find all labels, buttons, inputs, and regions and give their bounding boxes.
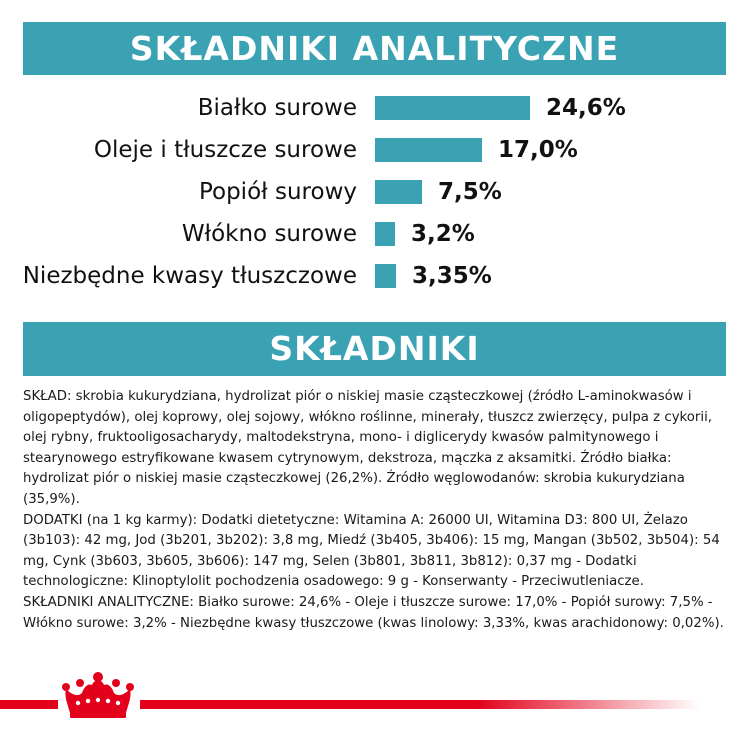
analytics-label: Oleje i tłuszcze surowe (93, 137, 357, 163)
analytics-row-protein (0, 90, 750, 126)
analytics-row-fibre (0, 216, 750, 252)
analytics-row-efa (0, 258, 750, 294)
analytics-label: Białko surowe (197, 95, 357, 121)
analytics-row-ash (0, 174, 750, 210)
analytics-value: 24,6% (546, 95, 626, 121)
analytics-value: 3,35% (412, 263, 492, 289)
analytics-label: Niezbędne kwasy tłuszczowe (22, 263, 357, 289)
composition-paragraph: SKŁAD: skrobia kukurydziana, hydrolizat piór o niskiej masie cząsteczkowej (źródło L-aminokwasów i oligopeptydów), olej koprowy, olej sojowy, włókno roślinne, minerały, tłuszcz zwierzęcy, pulpa z cykorii, olej rybny, fruktooligosacharydy, maltodekstryna, mono- i diglicerydy kwasów palmitynowego i stearynowego estryfikowane kwasem cytrynowym, dekstroza, mączka z aksamitki. Źródło białka: hydrolizat piór o niskiej masie cząsteczkowej (26,2%). Źródło węglowodanów: skrobia kukurydziana (35,9%). (23, 389, 713, 507)
analytics-value: 3,2% (411, 221, 475, 247)
ingredients-title: SKŁADNIKI (269, 329, 480, 368)
analytics-bar (375, 264, 396, 288)
analytics-row-fat (0, 132, 750, 168)
ingredients-text-block (23, 387, 728, 634)
ingredients-banner (23, 322, 726, 376)
analytical-constituents-banner (23, 22, 726, 75)
analytics-value: 17,0% (498, 137, 578, 163)
analytics-bar (375, 138, 482, 162)
analytics-bar (375, 180, 422, 204)
analytics-value: 7,5% (438, 179, 502, 205)
footer-red-line-left (0, 700, 58, 709)
analytics-bar (375, 222, 395, 246)
footer-red-line-right (140, 700, 700, 709)
analytics-label: Popiół surowy (198, 179, 357, 205)
analytical-paragraph: SKŁADNIKI ANALITYCZNE: Białko surowe: 24,6% - Oleje i tłuszcze surowe: 17,0% - Popiół surowy: 7,5% - Włókno surowe: 3,2% - Niezbędne kwasy tłuszczowe (kwas linolowy: 3,33%, kwas arachidonowy: 0,02%). (23, 594, 724, 631)
additives-paragraph: DODATKI (na 1 kg karmy): Dodatki dietetyczne: Witamina A: 26000 UI, Witamina D3: 800 UI, Żelazo (3b103): 42 mg, Jod (3b201, 3b202): 3,8 mg, Miedź (3b405, 3b406): 15 mg, Mangan (3b502, 3b504): 54 mg, Cynk (3b603, 3b605, 3b606): 147 mg, Selen (3b801, 3b811, 3b812): 0,37 mg - Dodatki technologiczne: Klinoptylolit pochodzenia osadowego: 9 g - Konserwanty - Przeciwutleniacze. (23, 512, 720, 590)
analytical-constituents-title: SKŁADNIKI ANALITYCZNE (129, 29, 620, 68)
analytics-label: Włókno surowe (181, 221, 357, 247)
crown-logo-icon (58, 667, 138, 722)
analytics-bar (375, 96, 530, 120)
